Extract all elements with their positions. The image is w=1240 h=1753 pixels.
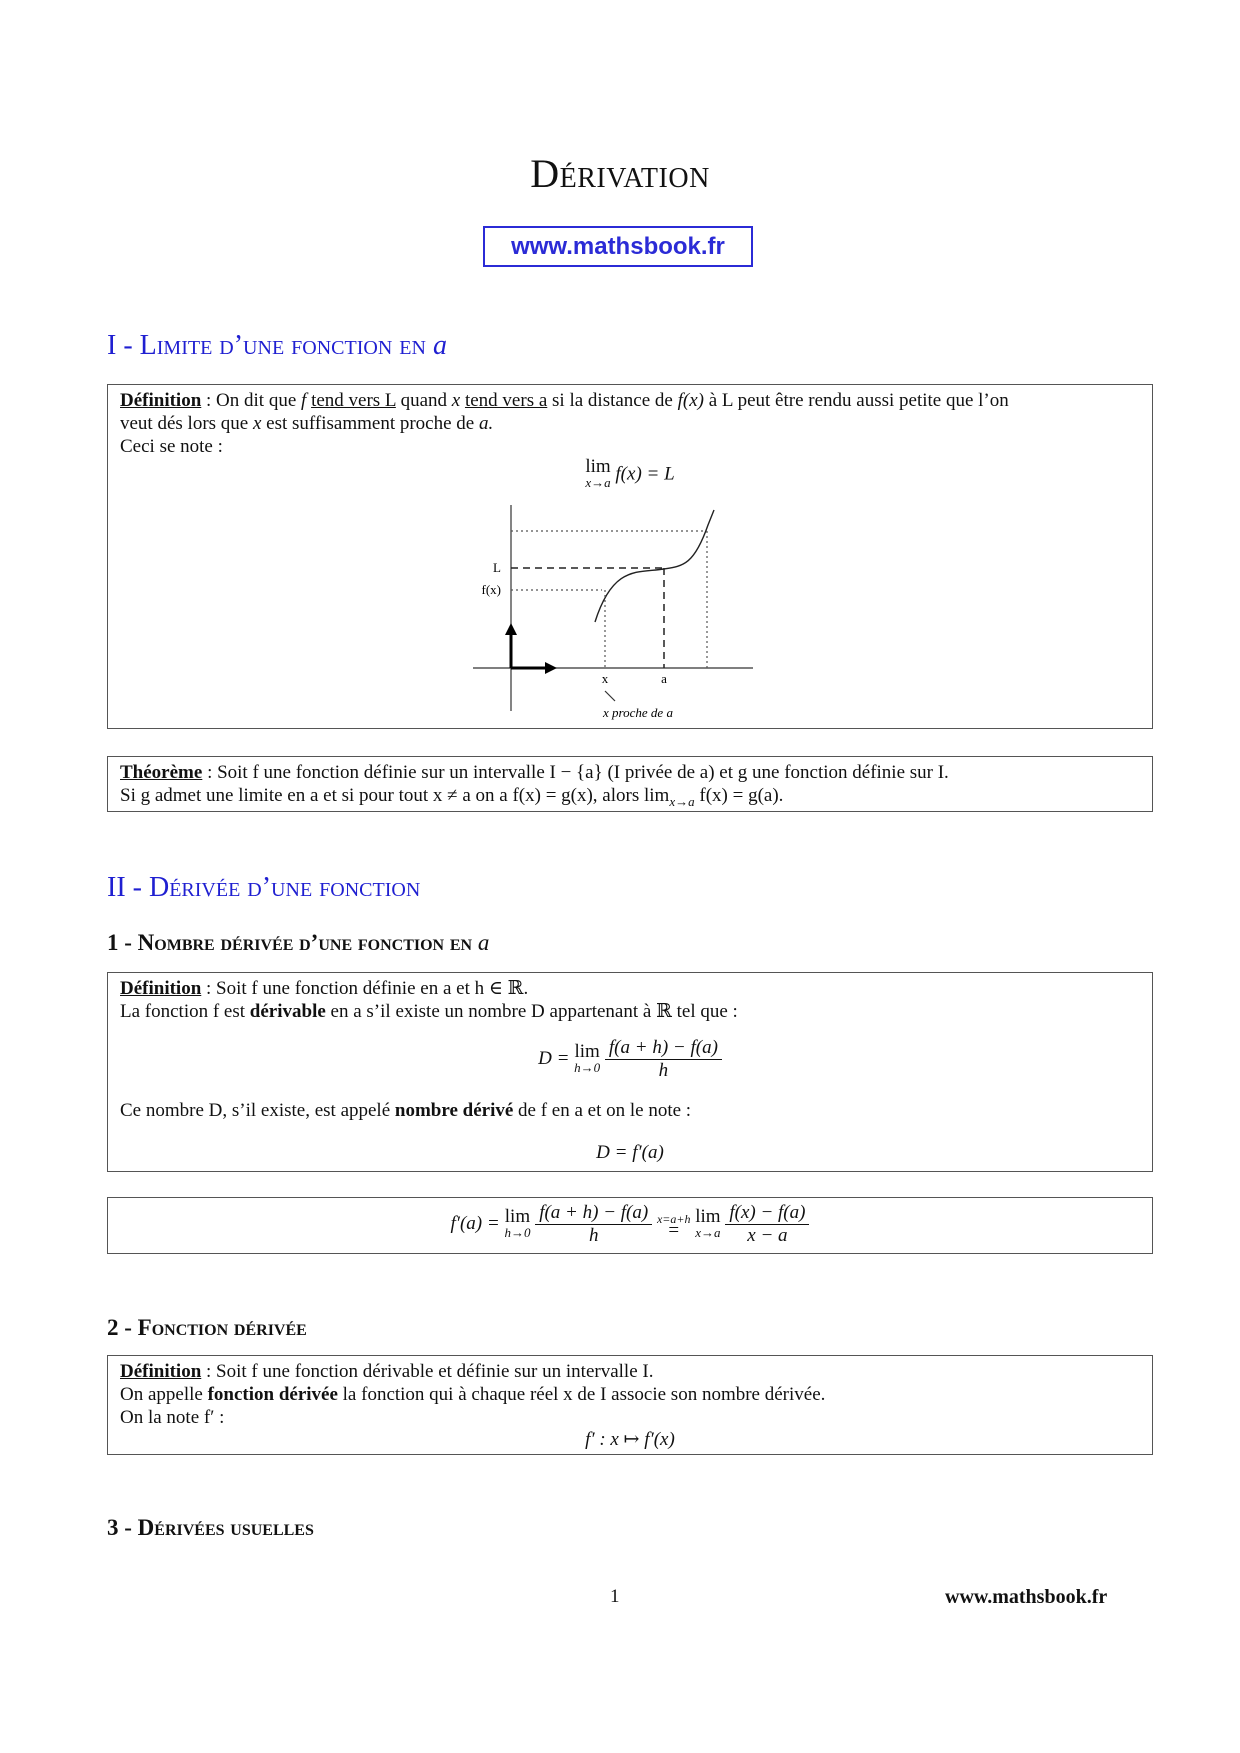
fraction [605,1037,722,1082]
lim-text: lim [504,1205,531,1227]
text-fragment: La fonction f est [120,1001,250,1022]
text-fragment: : Soit f une fonction définie sur un intervalle I − {a} (I privée de a) et g une fonction définie sur I. [202,762,949,783]
derivative-limit-formula [108,1037,1152,1082]
subsection-3-heading: 3 - Dérivées usuelles [107,1515,314,1540]
label-a: a [661,671,667,686]
lim-text: lim [695,1205,721,1227]
lim-subscript: x→a [669,793,695,809]
math-var: a. [479,413,494,434]
subsection-1-heading-var: a [477,930,490,955]
definition-derived-function-box [107,1355,1153,1455]
arrowhead-up-icon [505,623,517,635]
site-link[interactable]: www.mathsbook.fr [483,226,753,267]
fraction [725,1202,809,1247]
text-fragment: veut dés lors que [120,413,253,434]
text-fragment: est suffisamment proche de [261,413,479,434]
fraction-denominator: h [588,1225,599,1246]
lim-subscript: x→a [695,1224,721,1240]
label-fx: f(x) [481,582,501,597]
formula-rest: f(x) = L [615,463,675,485]
section-1-heading-text: I - Limite d’une fonction en [107,330,426,361]
section-1-heading-var: a [432,330,447,361]
lim-subscript: x→a [585,475,611,490]
equals-sign: = [668,1219,680,1241]
arrowhead-right-icon [545,662,557,674]
formula-left: D = [538,1047,570,1069]
text-fragment: dérivable [249,1001,326,1022]
footer-site[interactable]: www.mathsbook.fr [945,1586,1108,1608]
lim-operator [695,1205,721,1241]
lim-subscript: h→0 [504,1224,531,1240]
text-fragment: quand [395,390,452,411]
subsection-1-heading-text: 1 - Nombre dérivée d’une fonction en [107,930,473,955]
section-2-heading: II - Dérivée d’une fonction [107,872,421,903]
theorem-box [107,756,1153,812]
derived-function-formula: f′ : x ↦ f′(x) [585,1429,675,1450]
theorem-line1 [120,761,949,784]
label-L: L [493,560,501,575]
definition-derivable-line1 [120,977,528,1000]
lim-subscript: h→0 [574,1059,601,1075]
derivative-notation-formula: D = f′(a) [596,1142,664,1163]
math-var: x [252,413,262,434]
definition-derived-line3: On la note f′ : [120,1407,225,1428]
fraction [535,1202,652,1247]
definition-label: Définition [120,1361,202,1382]
text-fragment: Si g admet une limite en a et si pour tout x ≠ a on a f(x) = g(x), alors lim [120,785,670,806]
text-fragment: Ce nombre D, s’il existe, est appelé [120,1100,395,1121]
section-1-heading [107,330,447,362]
definition-derived-line1 [120,1360,653,1383]
text-fragment: fonction dérivée [207,1384,338,1405]
subsection-2-heading: 2 - Fonction dérivée [107,1315,307,1340]
fraction-numerator: f(a + h) − f(a) [535,1202,652,1225]
definition-limit-box [107,384,1153,729]
fraction-numerator: f(a + h) − f(a) [605,1037,722,1060]
text-fragment: On appelle [120,1384,208,1405]
theorem-line2 [120,784,783,813]
fraction-denominator: h [658,1060,669,1081]
text-fragment: si la distance de [547,390,678,411]
text-fragment: : On dit que [201,390,302,411]
figure-caption: x proche de a [603,705,673,720]
theorem-label: Théorème [120,762,203,783]
text-fragment: tend vers a [464,390,548,411]
text-fragment: en a s’il existe un nombre D appartenant à ℝ tel que : [325,1001,738,1022]
definition-derivable-line3 [120,1099,691,1122]
math-expr: f(x) [677,390,704,411]
pointer-line [605,691,615,701]
text-fragment: tend vers L [311,390,396,411]
text-fragment: la fonction qui à chaque réel x de I associe son nombre dérivée. [337,1384,826,1405]
text-fragment: nombre dérivé [394,1100,514,1121]
text-fragment: f(x) = g(a). [694,785,784,806]
fraction-numerator: f(x) − f(a) [725,1202,809,1225]
formula-left: f′(a) = [450,1212,500,1234]
lim-operator [504,1205,531,1241]
definition-label: Définition [120,978,202,999]
lim-text: lim [574,1040,600,1062]
fraction-denominator: x − a [747,1225,788,1246]
definition-derivable-line2 [120,1000,738,1023]
math-var: x [451,390,461,411]
substitution-label: x=a+h [656,1211,691,1226]
page-title: Dérivation [530,151,710,196]
subsection-1-heading [107,930,489,956]
text-fragment: à L peut être rendu aussi petite que l’on [703,390,1009,411]
substitution-equals [656,1211,691,1241]
function-curve [595,510,714,622]
derivative-equivalence-formula [108,1202,1152,1247]
page-number: 1 [610,1586,620,1607]
definition-label: Définition [120,390,202,411]
text-fragment: : Soit f une fonction dérivable et définie sur un intervalle I. [201,1361,654,1382]
limit-figure [108,385,1154,730]
definition-derivable-box [107,972,1153,1172]
definition-limit-line3: Ceci se note : [120,436,223,457]
math-var: f [301,390,307,411]
text-fragment: de f en a et on le note : [513,1100,692,1121]
label-x: x [601,671,609,686]
lim-text: lim [585,456,611,477]
lim-operator [574,1040,601,1076]
derivative-formula-box [107,1197,1153,1254]
text-fragment: : Soit f une fonction définie en a et h ∈ ℝ. [201,978,529,999]
definition-derived-line2 [120,1383,825,1406]
